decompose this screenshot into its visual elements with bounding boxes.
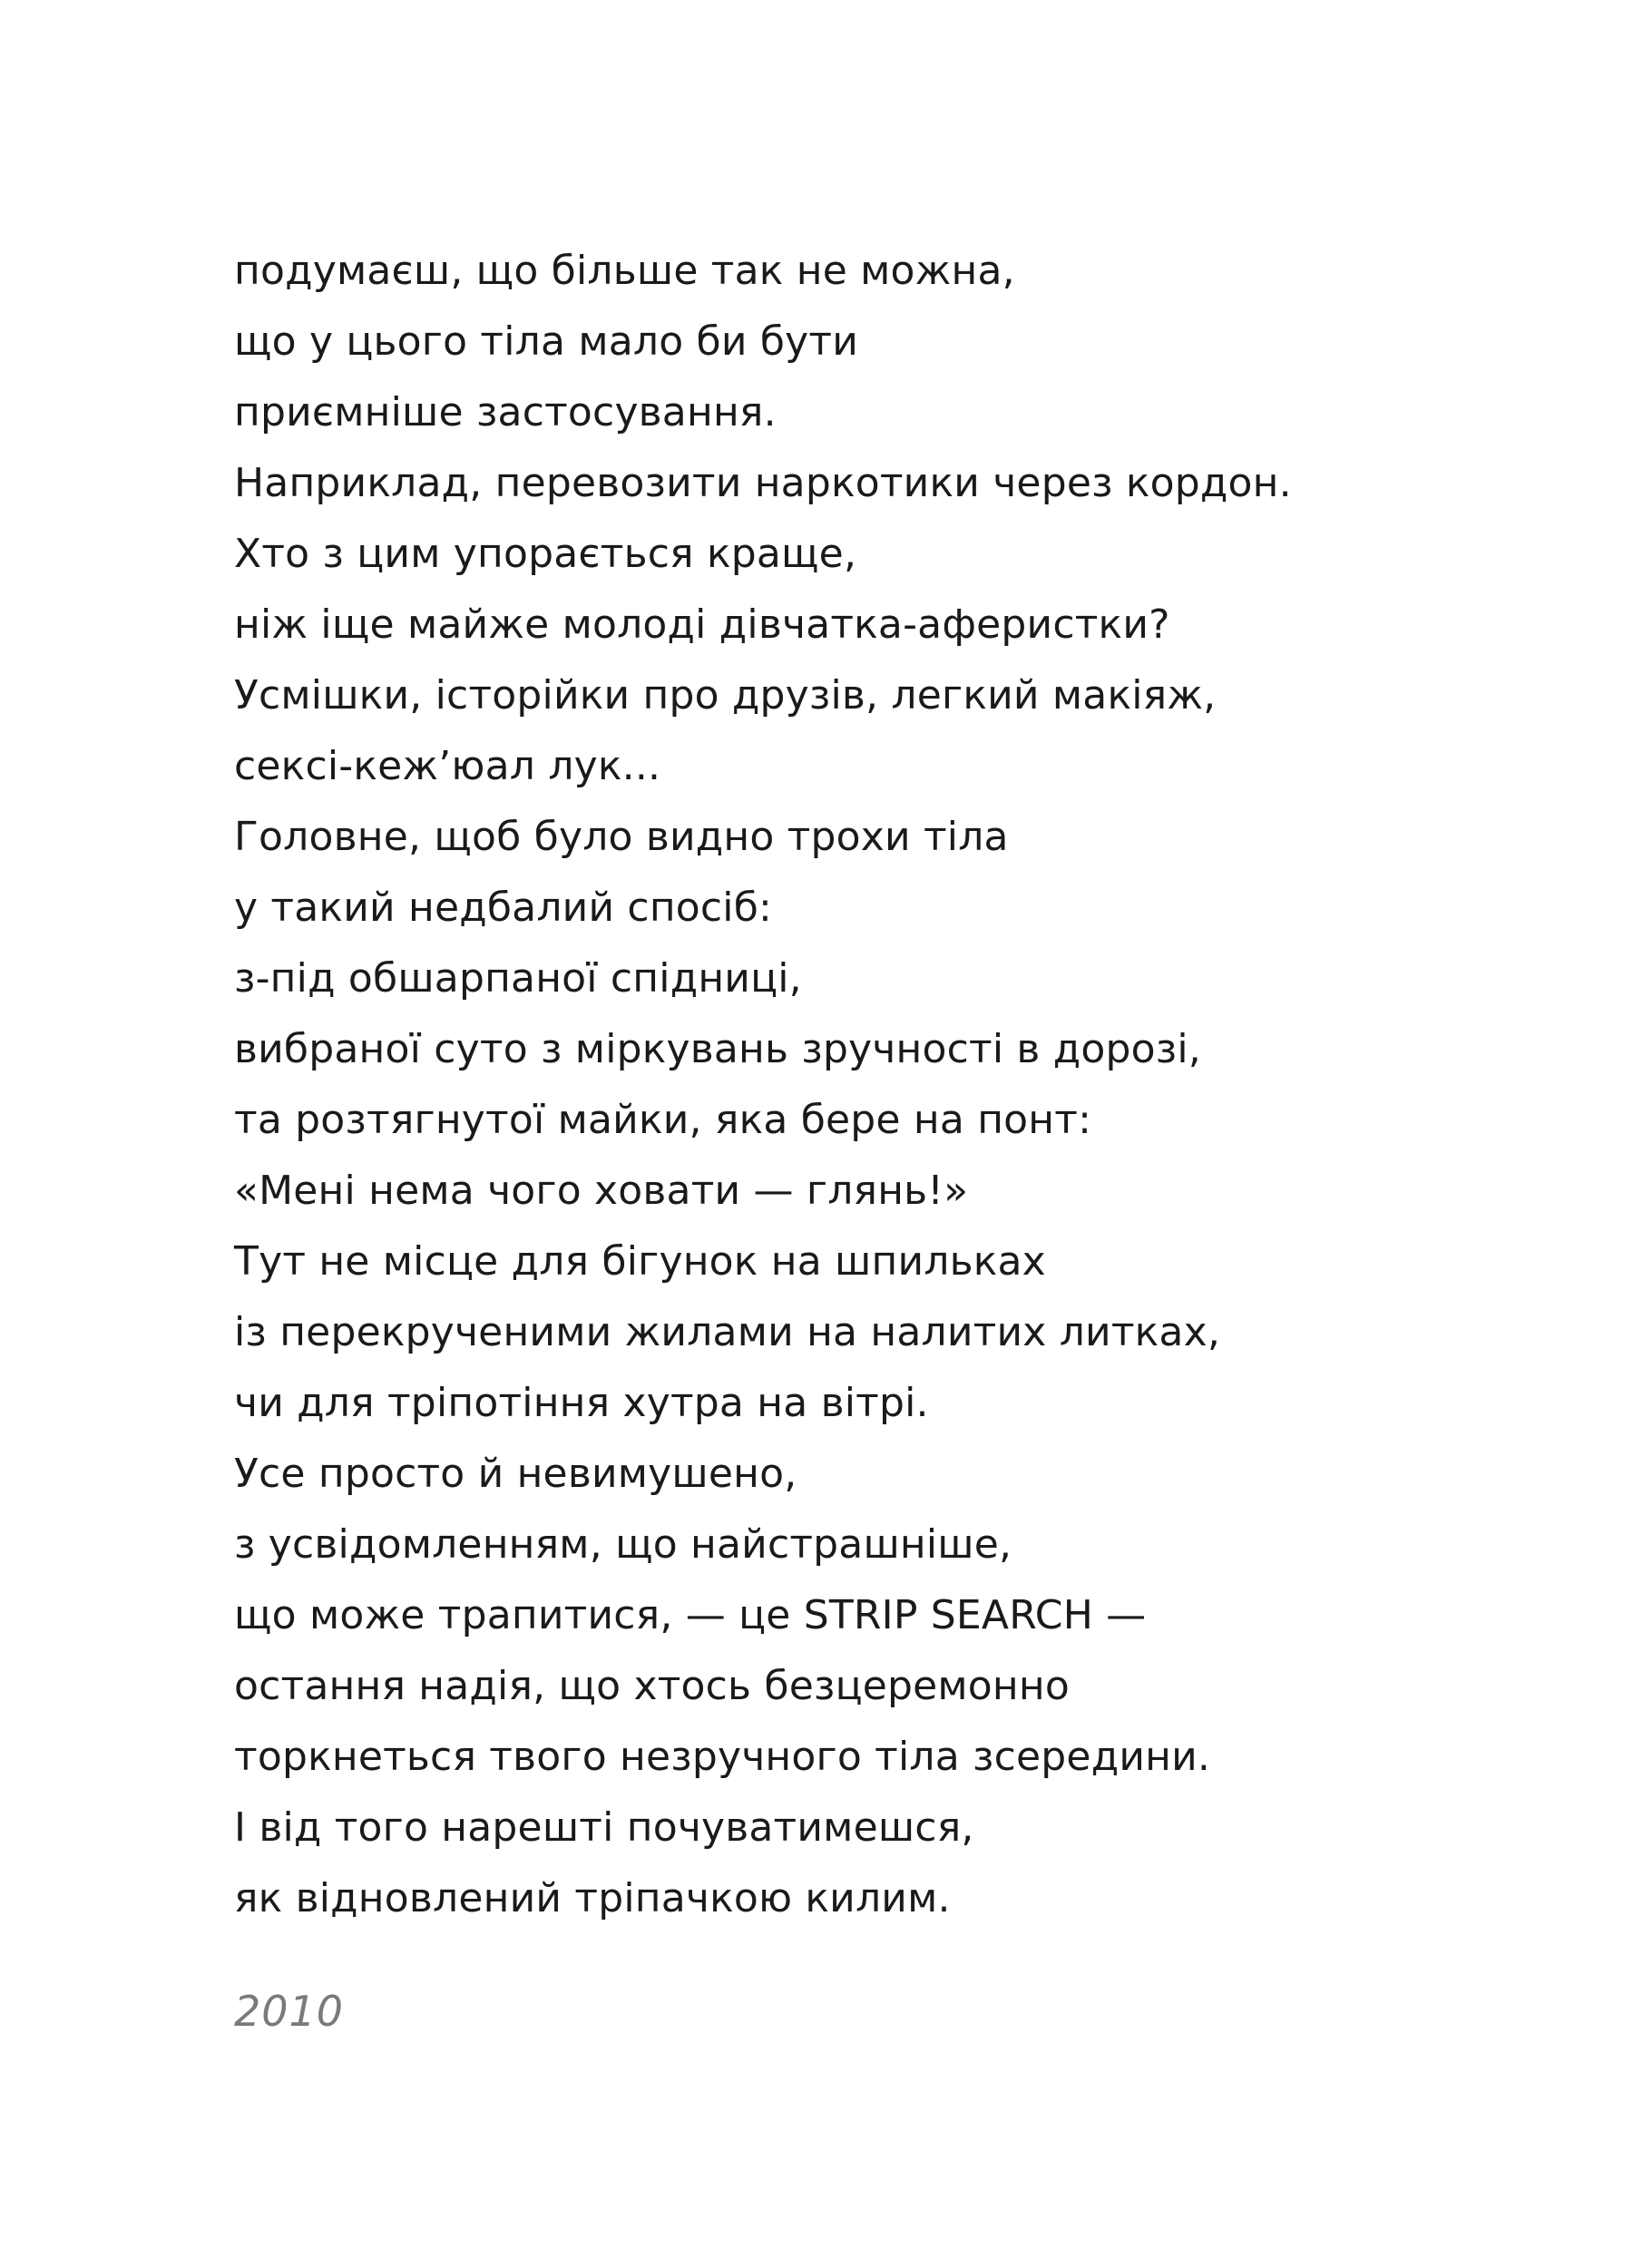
poem-line: як відновлений тріпачкою килим. bbox=[234, 1875, 951, 1921]
poem-line: Тут не місце для бігунок на шпильках bbox=[234, 1238, 1046, 1285]
poem-line: І від того нарешті почуватимешся, bbox=[234, 1804, 974, 1851]
poem-line: з-під обшарпаної спідниці, bbox=[234, 955, 802, 1002]
poem-line: вибраної суто з міркувань зручності в дорозі, bbox=[234, 1026, 1201, 1072]
poem-line: торкнеться твого незручного тіла зсередини. bbox=[234, 1734, 1211, 1780]
poem-line: «Мені нема чого ховати — глянь!» bbox=[234, 1168, 969, 1214]
poem-line: подумаєш, що більше так не можна, bbox=[234, 248, 1015, 294]
poem-line: у такий недбалий спосіб: bbox=[234, 885, 773, 931]
poem-line: що у цього тіла мало би бути bbox=[234, 318, 859, 365]
poem-line: Головне, щоб було видно трохи тіла bbox=[234, 814, 1009, 860]
poem-text bbox=[234, 236, 1292, 1934]
poem-line: сексі-кеж’юал лук... bbox=[234, 743, 661, 789]
poem-line: ніж іще майже молоді дівчатка-аферистки? bbox=[234, 601, 1170, 648]
poem-date: 2010 bbox=[234, 1987, 345, 2036]
poem-line: чи для тріпотіння хутра на вітрі. bbox=[234, 1380, 929, 1426]
poem-line: Наприклад, перевозити наркотики через кордон. bbox=[234, 460, 1292, 506]
poem-line: остання надія, що хтось безцеремонно bbox=[234, 1663, 1070, 1709]
poem-line: Усе просто й невимушено, bbox=[234, 1451, 797, 1497]
poem-line: Усмішки, історійки про друзів, легкий макіяж, bbox=[234, 672, 1217, 719]
poem-line: що може трапитися, — це STRIP SEARCH — bbox=[234, 1592, 1147, 1638]
poem-line: приємніше застосування. bbox=[234, 389, 777, 435]
poem-line: та розтягнутої майки, яка бере на понт: bbox=[234, 1097, 1092, 1143]
poem-line: із перекрученими жилами на налитих литках, bbox=[234, 1309, 1221, 1355]
poem-line: Хто з цим упорається краще, bbox=[234, 531, 857, 577]
poem-line: з усвідомленням, що найстрашніше, bbox=[234, 1521, 1012, 1568]
